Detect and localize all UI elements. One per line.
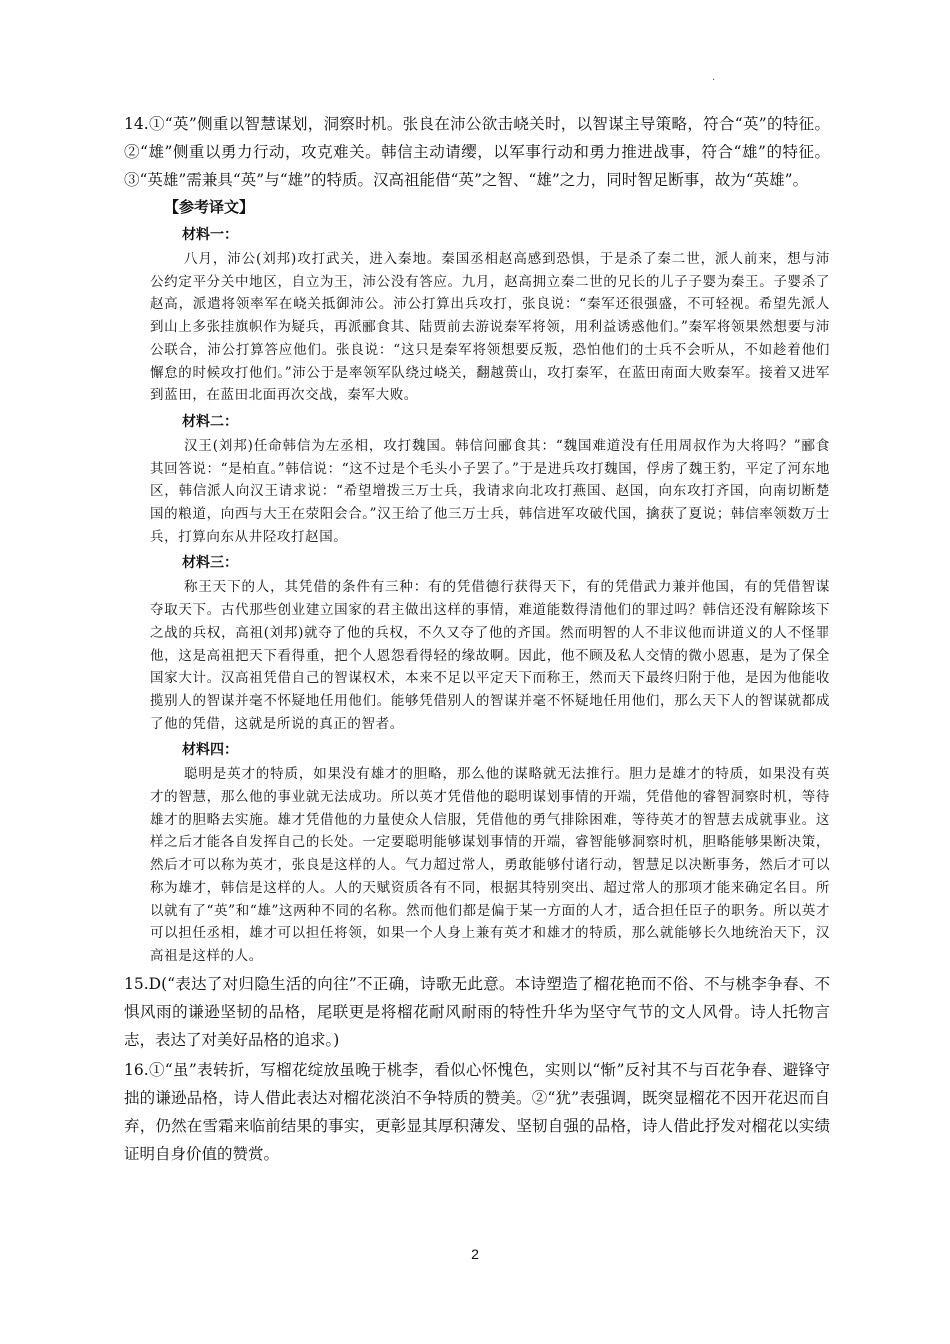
material-1 — [124, 222, 830, 407]
header-mark: . — [712, 72, 716, 83]
material-text: 称王天下的人，其凭借的条件有三种：有的凭借德行获得天下，有的凭借武力兼并他国，有的凭借智谋夺取天下。古代那些创业建立国家的君主做出这样的事情，难道能数得清他们的罪过吗？韩信还没有解除垓下之战的兵权，高祖(刘邦)就夺了他的兵权，不久又夺了他的齐国。然而明智的人不非议他而讲道义的人不怪罪他，这是高祖把天下看得重，把个人恩怨看得轻的缘故啊。因此，他不顾及私人交情的微小恩惠，是为了保全国家大计。汉高祖凭借自己的智谋权术，本来不足以平定天下而称王，然而天下最终归附于他，是因为他能收揽别人的智谋并毫不怀疑地任用他们。能够凭借别人的智谋并毫不怀疑地任用他们，那么天下人的智谋就都成了他的凭借，这就是所说的真正的智者。 — [150, 579, 830, 732]
material-4 — [124, 737, 830, 967]
answer-15: 15.D(“表达了对归隐生活的向往”不正确，诗歌无此意。本诗塑造了榴花艳而不俗、不与桃李争春、不惧风雨的谦逊坚韧的品格，尾联更是将榴花耐风耐雨的特性升华为坚守气节的文人风骨。诗人托物言志，表达了对美好品格的追求。) — [124, 974, 830, 1049]
material-title: 材料三： — [182, 555, 238, 572]
material-text: 八月，沛公(刘邦)攻打武关，进入秦地。秦国丞相赵高感到恐惧，于是杀了秦二世，派人前来，想与沛公约定平分关中地区，自立为王，沛公没有答应。九月，赵高拥立秦二世的兄长的儿子子婴为秦王。子婴杀了赵高，派遣将领率军在峣关抵御沛公。沛公打算出兵攻打，张良说：“秦军还很强盛，不可轻视。希望先派人到山上多张挂旗帜作为疑兵，再派郦食其、陆贾前去游说秦军将领，用利益诱惑他们。”秦军将领果然想要与沛公联合，沛公打算答应他们。张良说：“这只是秦军将领想要反叛，恐怕他们的士兵不会听从，不如趁着他们懈怠的时候攻打他们。”沛公于是率领军队绕过峣关，翻越蒉山，攻打秦军，在蓝田南面大败秦军。接着又进军到蓝田，在蓝田北面再次交战，秦军大败。 — [150, 251, 830, 404]
material-title: 材料四： — [182, 742, 238, 759]
page-number: 2 — [471, 1246, 479, 1262]
reference-translation-title: 【参考译文】 — [164, 198, 255, 216]
material-text: 汉王(刘邦)任命韩信为左丞相，攻打魏国。韩信问郦食其：“魏国难道没有任用周叔作为大将吗？”郦食其回答说：“是柏直。”韩信说：“这不过是个毛头小子罢了。”于是进兵攻打魏国，俘虏了魏王豹，平定了河东地区，韩信派人向汉王请求说：“希望增拨三万士兵，我请求向北攻打燕国、赵国，向东攻打齐国，向南切断楚国的粮道，向西与大王在荥阳会合。”汉王给了他三万士兵，韩信进军攻破代国，擒获了夏说；韩信率领数万士兵，打算向东从井陉攻打赵国。 — [150, 437, 830, 545]
material-3 — [124, 550, 830, 735]
answer-16: 16.①“虽”表转折，写榴花绽放虽晚于桃李，看似心怀愧色，实则以“惭”反衬其不与百花争春、避锋守拙的谦逊品格，诗人借此表达对榴花淡泊不争特质的赞美。②“犹”表强调，既突显榴花不因开花迟而自弃，仍然在雪霜来临前结果的事实，更彰显其厚积薄发、坚韧自强的品格，诗人借此抒发对榴花以实绩证明自身价值的赞赏。 — [124, 1060, 830, 1163]
material-text: 聪明是英才的特质，如果没有雄才的胆略，那么他的谋略就无法推行。胆力是雄才的特质，如果没有英才的智慧，那么他的事业就无法成功。所以英才凭借他的聪明谋划事情的开端，凭借他的睿智洞察时机，等待雄才的胆略去实施。雄才凭借他的力量使众人信服，凭借他的勇气排除困难，等待英才的智慧去成就事业。这样之后才能各自发挥自己的长处。一定要聪明能够谋划事情的开端，睿智能够洞察时机，胆略能够果断决策，然后才可以称为英才，张良是这样的人。气力超过常人，勇敢能够付诸行动，智慧足以决断事务，然后才可以称为雄才，韩信是这样的人。人的天赋资质各有不同，根据其特别突出、超过常人的那项才能来确定名目。所以就有了“英”和“雄”这两种不同的名称。然而他们都是偏于某一方面的人才，适合担任臣子的职务。所以英才可以担任丞相，雄才可以担任将领，如果一个人身上兼有英才和雄才的特质，那么就能够长久地统治天下，汉高祖是这样的人。 — [150, 766, 830, 964]
answer-14: 14.①“英”侧重以智慧谋划，洞察时机。张良在沛公欲击峣关时，以智谋主导策略，符合“英”的特征。②“雄”侧重以勇力行动，攻克难关。韩信主动请缨，以军事行动和勇力推进战事，符合“雄”的特征。③“英雄”需兼具“英”与“雄”的特质。汉高祖能借“英”之智、“雄”之力，同时智足断事，故为“英雄”。 — [124, 115, 830, 189]
material-2 — [124, 409, 830, 549]
material-title: 材料一： — [182, 227, 238, 243]
material-title: 材料二： — [182, 413, 238, 430]
answer-content — [124, 110, 830, 1168]
